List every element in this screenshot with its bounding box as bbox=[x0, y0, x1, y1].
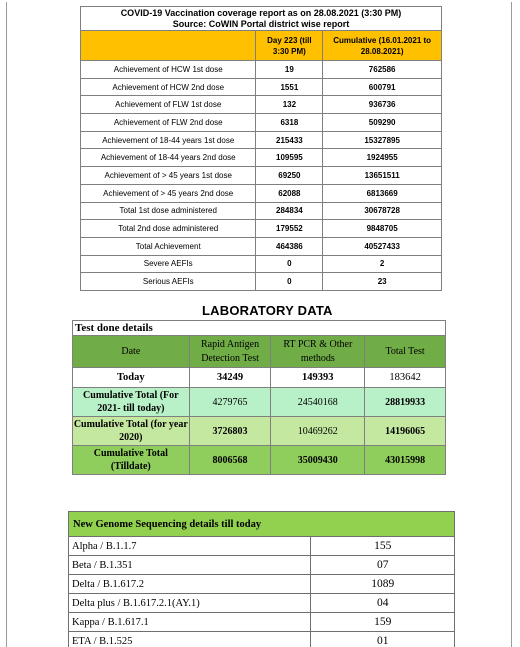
genome-variant: Kappa / B.1.617.1 bbox=[69, 613, 311, 632]
vaccination-row-label: Achievement of HCW 1st dose bbox=[81, 61, 256, 79]
genome-variant: Beta / B.1.351 bbox=[69, 556, 311, 575]
vaccination-row-label: Total 1st dose administered bbox=[81, 202, 256, 220]
genome-row bbox=[69, 613, 455, 632]
vaccination-cumulative-value: 9848705 bbox=[323, 220, 442, 238]
vaccination-title-cell bbox=[81, 7, 442, 31]
genome-row bbox=[69, 575, 455, 594]
laboratory-total-value: 14196065 bbox=[365, 417, 446, 446]
vaccination-cumulative-value: 23 bbox=[323, 273, 442, 291]
vaccination-day-value: 109595 bbox=[256, 149, 323, 167]
vaccination-row-label: Achievement of FLW 1st dose bbox=[81, 96, 256, 114]
vaccination-day-value: 6318 bbox=[256, 114, 323, 132]
genome-header-row bbox=[69, 512, 455, 537]
vaccination-row bbox=[81, 237, 442, 255]
vaccination-row bbox=[81, 202, 442, 220]
vaccination-day-value: 19 bbox=[256, 61, 323, 79]
laboratory-header-row bbox=[73, 336, 446, 368]
vaccination-day-value: 0 bbox=[256, 273, 323, 291]
vaccination-header-row bbox=[81, 31, 442, 61]
laboratory-row-label: Cumulative Total (for year 2020) bbox=[73, 417, 190, 446]
vaccination-row-label: Total 2nd dose administered bbox=[81, 220, 256, 238]
vaccination-row-label: Total Achievement bbox=[81, 237, 256, 255]
vaccination-cumulative-value: 2 bbox=[323, 255, 442, 273]
laboratory-row-cumulative-tilldate bbox=[73, 446, 446, 475]
laboratory-rat-value: 34249 bbox=[189, 368, 271, 388]
laboratory-caption-fill bbox=[271, 321, 446, 336]
laboratory-row-label: Cumulative Total (Tilldate) bbox=[73, 446, 190, 475]
vaccination-row-label: Achievement of > 45 years 2nd dose bbox=[81, 184, 256, 202]
genome-variant: Delta plus / B.1.617.2.1(AY.1) bbox=[69, 594, 311, 613]
vaccination-row-label: Serious AEFIs bbox=[81, 273, 256, 291]
genome-table bbox=[68, 511, 455, 647]
laboratory-rat-value: 4279765 bbox=[189, 388, 271, 417]
genome-variant: ETA / B.1.525 bbox=[69, 632, 311, 647]
genome-row bbox=[69, 594, 455, 613]
laboratory-row-label: Today bbox=[73, 368, 190, 388]
vaccination-day-value: 464386 bbox=[256, 237, 323, 255]
vaccination-row bbox=[81, 149, 442, 167]
laboratory-caption: Test done details bbox=[73, 321, 271, 336]
genome-count: 155 bbox=[311, 537, 455, 556]
vaccination-day-value: 179552 bbox=[256, 220, 323, 238]
laboratory-total-value: 183642 bbox=[365, 368, 446, 388]
vaccination-day-value: 284834 bbox=[256, 202, 323, 220]
laboratory-rtpcr-value: 35009430 bbox=[271, 446, 365, 475]
vaccination-cumulative-value: 509290 bbox=[323, 114, 442, 132]
laboratory-title: LABORATORY DATA bbox=[202, 303, 333, 318]
vaccination-header-cumulative: Cumulative (16.01.2021 to 28.08.2021) bbox=[323, 31, 442, 61]
genome-row bbox=[69, 632, 455, 647]
vaccination-row bbox=[81, 220, 442, 238]
laboratory-rat-value: 3726803 bbox=[189, 417, 271, 446]
laboratory-row-cumulative-2021 bbox=[73, 388, 446, 417]
laboratory-row-today bbox=[73, 368, 446, 388]
genome-count: 04 bbox=[311, 594, 455, 613]
vaccination-title-row bbox=[81, 7, 442, 31]
genome-title: New Genome Sequencing details till today bbox=[69, 512, 455, 537]
vaccination-day-value: 215433 bbox=[256, 131, 323, 149]
vaccination-day-value: 62088 bbox=[256, 184, 323, 202]
laboratory-header-date: Date bbox=[73, 336, 190, 368]
vaccination-row bbox=[81, 131, 442, 149]
genome-count: 07 bbox=[311, 556, 455, 575]
vaccination-row bbox=[81, 255, 442, 273]
laboratory-total-value: 43015998 bbox=[365, 446, 446, 475]
vaccination-row-label: Achievement of FLW 2nd dose bbox=[81, 114, 256, 132]
vaccination-row bbox=[81, 273, 442, 291]
vaccination-row-label: Achievement of 18-44 years 1st dose bbox=[81, 131, 256, 149]
vaccination-row-label: Severe AEFIs bbox=[81, 255, 256, 273]
vaccination-row bbox=[81, 78, 442, 96]
vaccination-cumulative-value: 13651511 bbox=[323, 167, 442, 185]
vaccination-cumulative-value: 30678728 bbox=[323, 202, 442, 220]
laboratory-rat-value: 8006568 bbox=[189, 446, 271, 475]
laboratory-rtpcr-value: 149393 bbox=[271, 368, 365, 388]
vaccination-title: COVID-19 Vaccination coverage report as on 28.08.2021 (3:30 PM) bbox=[120, 7, 402, 18]
laboratory-rtpcr-value: 24540168 bbox=[271, 388, 365, 417]
vaccination-source: Source: CoWIN Portal district wise report bbox=[172, 18, 350, 29]
vaccination-cumulative-value: 6813669 bbox=[323, 184, 442, 202]
vaccination-cumulative-value: 762586 bbox=[323, 61, 442, 79]
laboratory-table bbox=[72, 320, 446, 475]
vaccination-header-day: Day 223 (till 3:30 PM) bbox=[256, 31, 323, 61]
vaccination-cumulative-value: 15327895 bbox=[323, 131, 442, 149]
genome-row bbox=[69, 556, 455, 575]
vaccination-day-value: 132 bbox=[256, 96, 323, 114]
vaccination-day-value: 1551 bbox=[256, 78, 323, 96]
laboratory-rtpcr-value: 10469262 bbox=[271, 417, 365, 446]
laboratory-header-rat: Rapid Antigen Detection Test bbox=[189, 336, 271, 368]
vaccination-cumulative-value: 1924955 bbox=[323, 149, 442, 167]
vaccination-row bbox=[81, 96, 442, 114]
vaccination-row bbox=[81, 61, 442, 79]
vaccination-cumulative-value: 600791 bbox=[323, 78, 442, 96]
vaccination-table bbox=[80, 6, 442, 291]
vaccination-row-label: Achievement of 18-44 years 2nd dose bbox=[81, 149, 256, 167]
vaccination-header-empty bbox=[81, 31, 256, 61]
genome-row bbox=[69, 537, 455, 556]
vaccination-row bbox=[81, 167, 442, 185]
genome-variant: Alpha / B.1.1.7 bbox=[69, 537, 311, 556]
vaccination-cumulative-value: 40527433 bbox=[323, 237, 442, 255]
vaccination-row-label: Achievement of HCW 2nd dose bbox=[81, 78, 256, 96]
genome-variant: Delta / B.1.617.2 bbox=[69, 575, 311, 594]
genome-count: 1089 bbox=[311, 575, 455, 594]
laboratory-row-label: Cumulative Total (For 2021- till today) bbox=[73, 388, 190, 417]
laboratory-header-total: Total Test bbox=[365, 336, 446, 368]
vaccination-row-label: Achievement of > 45 years 1st dose bbox=[81, 167, 256, 185]
laboratory-caption-row bbox=[73, 321, 446, 336]
vaccination-cumulative-value: 936736 bbox=[323, 96, 442, 114]
vaccination-day-value: 0 bbox=[256, 255, 323, 273]
vaccination-row bbox=[81, 184, 442, 202]
vaccination-day-value: 69250 bbox=[256, 167, 323, 185]
genome-count: 01 bbox=[311, 632, 455, 647]
vaccination-row bbox=[81, 114, 442, 132]
laboratory-row-cumulative-2020 bbox=[73, 417, 446, 446]
laboratory-total-value: 28819933 bbox=[365, 388, 446, 417]
genome-count: 159 bbox=[311, 613, 455, 632]
laboratory-header-rtpcr: RT PCR & Other methods bbox=[271, 336, 365, 368]
